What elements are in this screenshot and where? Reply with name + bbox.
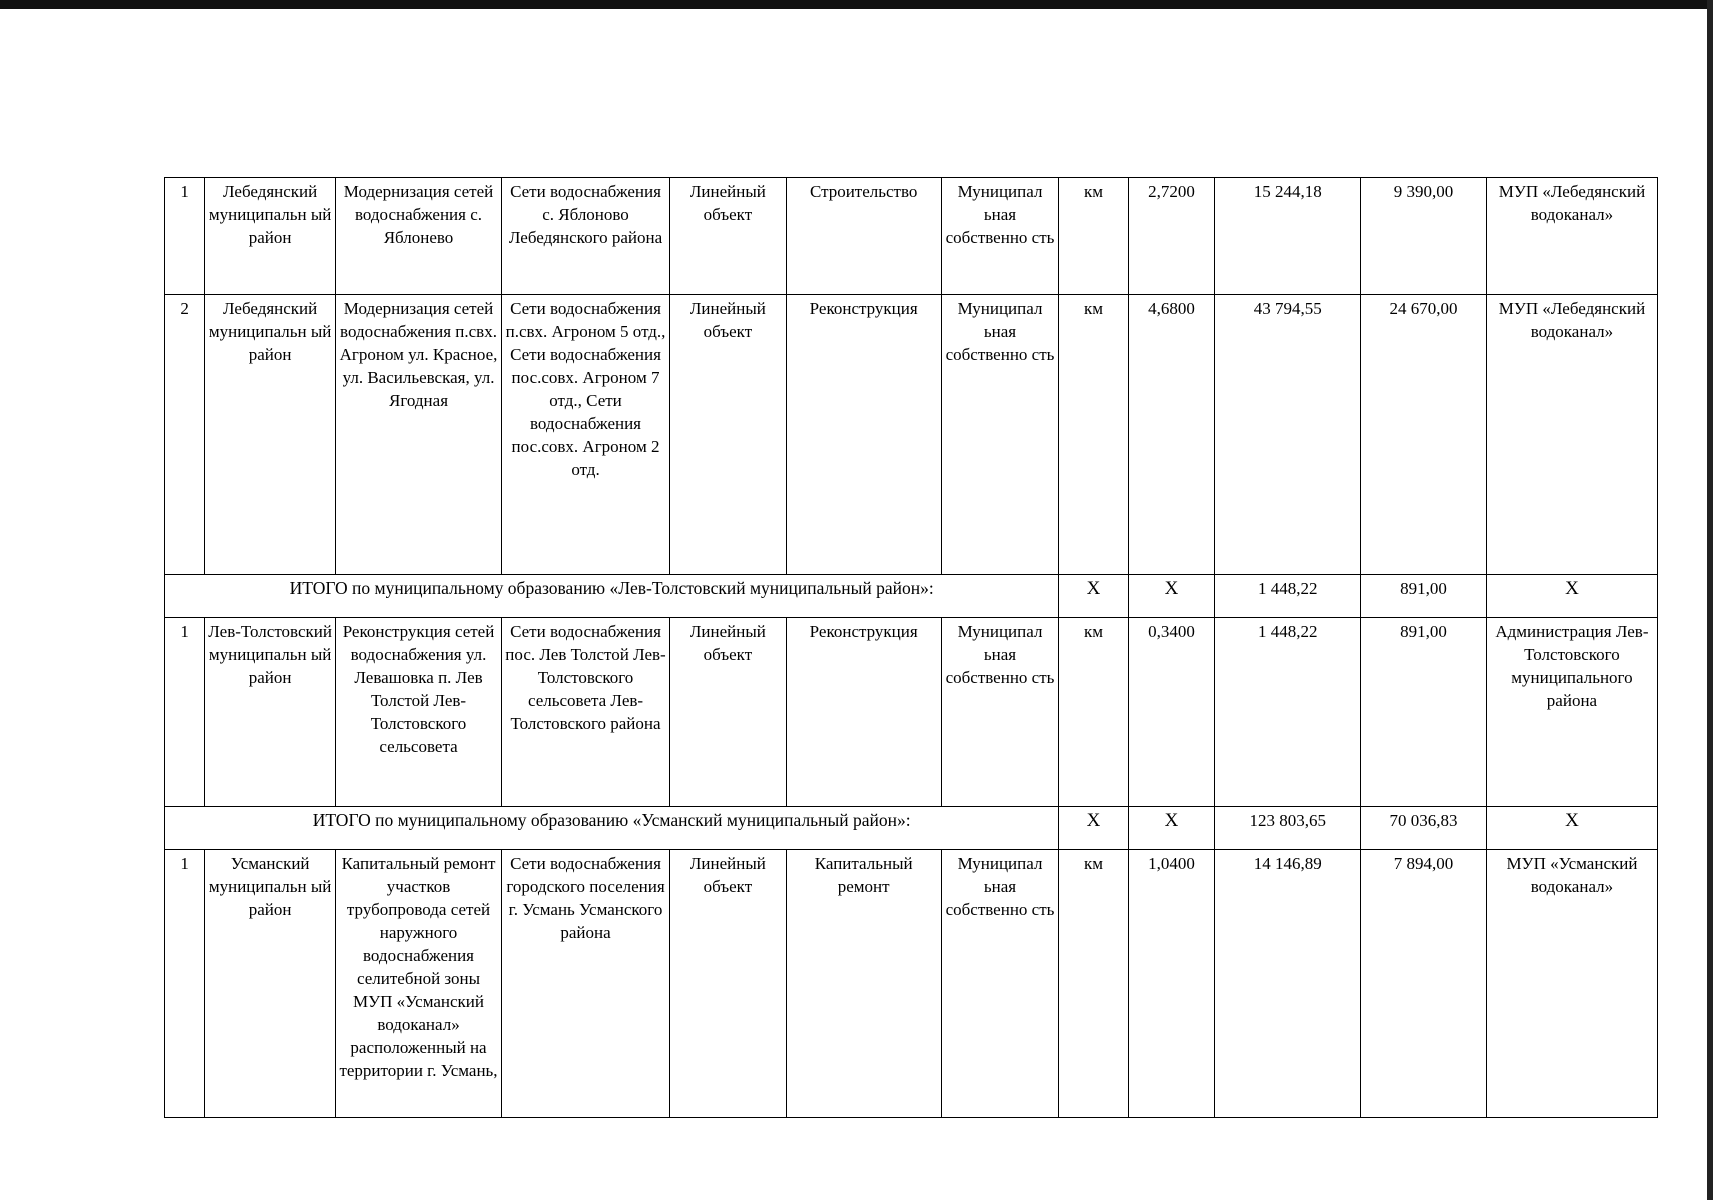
object-cell: Сети водоснабжения городского поселения г. Усмань Усманского района [502, 850, 670, 1118]
project-name-cell: Реконструкция сетей водоснабжения ул. Левашовка п. Лев Толстой Лев-Толстовского сельсовета [336, 618, 502, 807]
district-cell: Лебедянский муниципальн ый район [205, 295, 336, 575]
table-row [165, 295, 1658, 575]
total-x-operator: Х [1486, 575, 1657, 618]
object-cell: Сети водоснабжения с. Яблоново Лебедянского района [502, 178, 670, 295]
object-type-cell: Линейный объект [670, 178, 787, 295]
table-row [165, 618, 1658, 807]
operator-cell: Администрация Лев-Толстовского муниципального района [1486, 618, 1657, 807]
total-cost: 1 448,22 [1215, 575, 1361, 618]
object-type-cell: Линейный объект [670, 850, 787, 1118]
ownership-cell: Муниципал ьная собственно сть [941, 178, 1059, 295]
object-type-cell: Линейный объект [670, 618, 787, 807]
unit-cell: км [1059, 295, 1128, 575]
scan-border-right [1707, 0, 1713, 1200]
operator-cell: МУП «Лебедянский водоканал» [1486, 295, 1657, 575]
total-label: ИТОГО по муниципальному образованию «Лев-Толстовский муниципальный район»: [165, 575, 1059, 618]
cost-cell: 15 244,18 [1215, 178, 1361, 295]
table-row [165, 178, 1658, 295]
total-row [165, 575, 1658, 618]
total-cost: 123 803,65 [1215, 807, 1361, 850]
district-cell: Усманский муниципальн ый район [205, 850, 336, 1118]
work-type-cell: Реконструкция [786, 295, 941, 575]
total-x-length: Х [1128, 575, 1215, 618]
total-row [165, 807, 1658, 850]
ownership-cell: Муниципал ьная собственно сть [941, 295, 1059, 575]
length-cell: 2,7200 [1128, 178, 1215, 295]
table-row [165, 850, 1658, 1118]
operator-cell: МУП «Усманский водоканал» [1486, 850, 1657, 1118]
total-x-operator: Х [1486, 807, 1657, 850]
object-cell: Сети водоснабжения п.свх. Агроном 5 отд., Сети водоснабжения пос.совх. Агроном 7 отд., Сети водоснабжения пос.совх. Агроном 2 отд. [502, 295, 670, 575]
row-number: 1 [165, 178, 205, 295]
object-cell: Сети водоснабжения пос. Лев Толстой Лев-Толстовского сельсовета Лев-Толстовского района [502, 618, 670, 807]
work-type-cell: Реконструкция [786, 618, 941, 807]
unit-cell: км [1059, 850, 1128, 1118]
scan-border-top [0, 0, 1713, 9]
project-name-cell: Капитальный ремонт участков трубопровода сетей наружного водоснабжения селитебной зоны МУП «Усманский водоканал» расположенный на территории г. Усмань, [336, 850, 502, 1118]
total-subsidy: 70 036,83 [1361, 807, 1487, 850]
row-number: 2 [165, 295, 205, 575]
subsidy-cell: 891,00 [1361, 618, 1487, 807]
district-cell: Лев-Толстовский муниципальн ый район [205, 618, 336, 807]
cost-cell: 14 146,89 [1215, 850, 1361, 1118]
total-label: ИТОГО по муниципальному образованию «Усманский муниципальный район»: [165, 807, 1059, 850]
investment-program-table [164, 177, 1658, 1118]
unit-cell: км [1059, 618, 1128, 807]
row-number: 1 [165, 618, 205, 807]
length-cell: 1,0400 [1128, 850, 1215, 1118]
object-type-cell: Линейный объект [670, 295, 787, 575]
total-x-length: Х [1128, 807, 1215, 850]
total-x-unit: Х [1059, 807, 1128, 850]
ownership-cell: Муниципал ьная собственно сть [941, 850, 1059, 1118]
row-number: 1 [165, 850, 205, 1118]
cost-cell: 43 794,55 [1215, 295, 1361, 575]
project-name-cell: Модернизация сетей водоснабжения с. Яблонево [336, 178, 502, 295]
subsidy-cell: 24 670,00 [1361, 295, 1487, 575]
work-type-cell: Капитальный ремонт [786, 850, 941, 1118]
length-cell: 4,6800 [1128, 295, 1215, 575]
total-subsidy: 891,00 [1361, 575, 1487, 618]
subsidy-cell: 7 894,00 [1361, 850, 1487, 1118]
district-cell: Лебедянский муниципальн ый район [205, 178, 336, 295]
project-name-cell: Модернизация сетей водоснабжения п.свх. Агроном ул. Красное, ул. Васильевская, ул. Ягодная [336, 295, 502, 575]
work-type-cell: Строительство [786, 178, 941, 295]
ownership-cell: Муниципал ьная собственно сть [941, 618, 1059, 807]
cost-cell: 1 448,22 [1215, 618, 1361, 807]
total-x-unit: Х [1059, 575, 1128, 618]
unit-cell: км [1059, 178, 1128, 295]
subsidy-cell: 9 390,00 [1361, 178, 1487, 295]
operator-cell: МУП «Лебедянский водоканал» [1486, 178, 1657, 295]
length-cell: 0,3400 [1128, 618, 1215, 807]
